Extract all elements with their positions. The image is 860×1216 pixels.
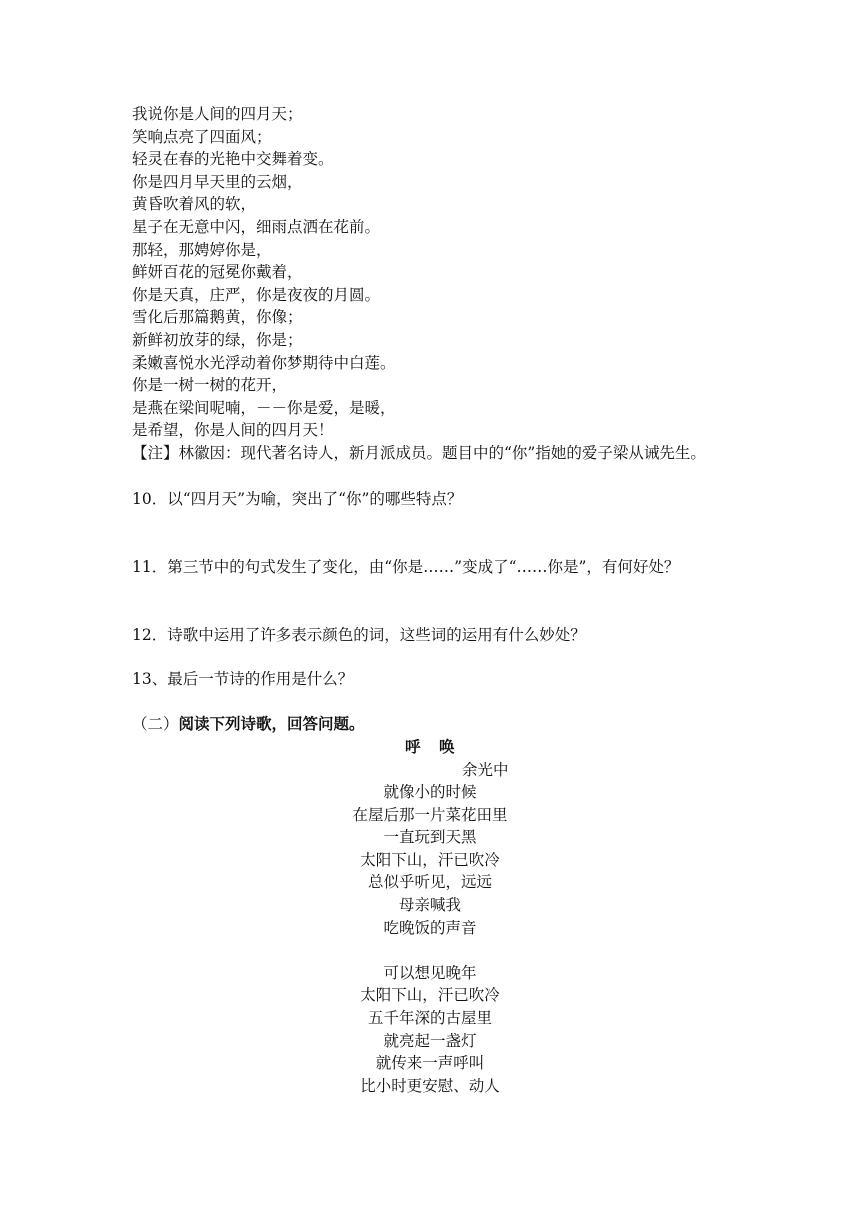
- poem-line: 就传来一声呼叫: [375, 1054, 485, 1073]
- poem-line: 鲜妍百花的冠冕你戴着，: [132, 263, 303, 282]
- poem-line: 可以想见晚年: [383, 963, 477, 982]
- poem-line: 母亲喊我: [398, 895, 461, 914]
- poem-line: 总似乎听见，远远: [367, 873, 492, 892]
- section-heading: [132, 713, 365, 736]
- poem-author: 余光中: [462, 761, 509, 779]
- poem-call: [0, 781, 860, 1097]
- poem-note: 【注】林徽因：现代著名诗人，新月派成员。题目中的“你”指她的爱子梁从诫先生。: [132, 444, 706, 462]
- poem-line: 一直玩到天黑: [383, 828, 477, 847]
- poem-line: 我说你是人间的四月天；: [132, 105, 303, 123]
- poem-line: 就像小的时候: [383, 783, 477, 801]
- poem-line: 笑响点亮了四面风；: [132, 127, 272, 146]
- poem-line: 黄昏吹着风的软，: [132, 195, 257, 214]
- poem-title: [0, 736, 860, 759]
- poem-line: 新鲜初放芽的绿，你是；: [132, 330, 303, 349]
- poem-line: 柔嫩喜悦水光浮动着你梦期待中白莲。: [132, 353, 396, 372]
- poem-line: 是燕在梁间呢喃，－－你是爱，是暖，: [132, 398, 396, 417]
- poem-april-day: [132, 103, 742, 442]
- poem-line: 五千年深的古屋里: [367, 1008, 492, 1027]
- poem-line: 雪化后那篇鹅黄，你像；: [132, 308, 303, 327]
- poem-line: 你是四月早天里的云烟，: [132, 172, 303, 191]
- poem-line: 是希望，你是人间的四月天！: [132, 421, 334, 440]
- poem-line: 轻灵在春的光艳中交舞着变。: [132, 150, 334, 169]
- section-instruction: 阅读下列诗歌，回答问题。: [178, 714, 365, 733]
- question-10: 10．以“四月天”为喻，突出了“你”的哪些特点？: [132, 490, 463, 508]
- poem-line: 在屋后那一片菜花田里: [352, 805, 508, 824]
- poem-line: 那轻，那娉婷你是，: [132, 240, 272, 259]
- poem-line: 就亮起一盏灯: [383, 1031, 477, 1050]
- question-12: 12．诗歌中运用了许多表示颜色的词，这些词的运用有什么妙处？: [132, 626, 586, 644]
- poem-line: 太阳下山，汗已吹冷: [360, 986, 500, 1005]
- question-13: 13、最后一节诗的作用是什么？: [132, 670, 354, 688]
- poem-line: 太阳下山，汗已吹冷: [360, 850, 500, 869]
- question-11: 11．第三节中的句式发生了变化，由“你是……”变成了“……你是”，有何好处？: [132, 558, 680, 576]
- poem-line: 吃晚饭的声音: [383, 918, 477, 937]
- poem-title-char: 呼: [404, 737, 421, 756]
- poem-line: 你是一树一树的花开，: [132, 376, 288, 395]
- section-number: （二）: [132, 715, 179, 733]
- poem-line: 你是天真，庄严，你是夜夜的月圆。: [132, 285, 381, 304]
- poem-line: 星子在无意中闪，细雨点洒在花前。: [132, 217, 381, 236]
- stanza-break: [0, 939, 860, 962]
- poem-title-char: 唤: [439, 737, 456, 756]
- poem-line: 比小时更安慰、动人: [360, 1076, 500, 1095]
